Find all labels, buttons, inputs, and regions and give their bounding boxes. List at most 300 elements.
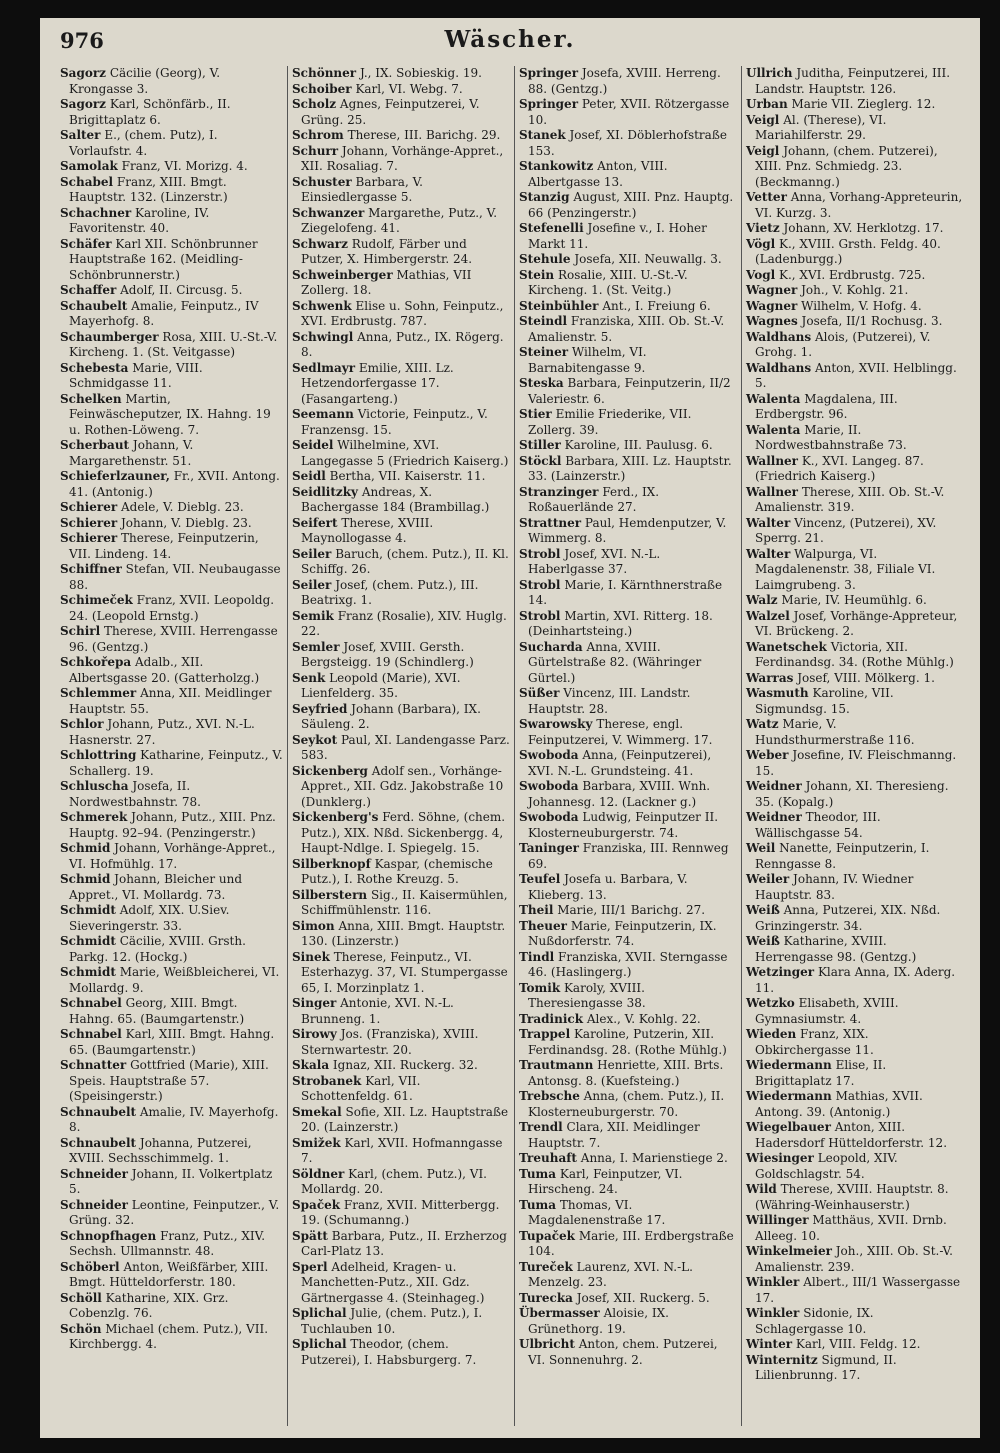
entry-surname: Springer bbox=[519, 97, 579, 111]
entry-surname: Swoboda bbox=[519, 810, 579, 824]
entry-details: Emilie Friederike, VII. Zollerg. 39. bbox=[528, 407, 692, 437]
directory-entry bbox=[746, 190, 964, 221]
directory-entry bbox=[519, 376, 737, 407]
entry-details: Mathias, VII Zollerg. 18. bbox=[301, 267, 472, 297]
directory-entry bbox=[60, 562, 283, 593]
entry-surname: Söldner bbox=[292, 1166, 345, 1181]
entry-details: Cäcilie (Georg), V. Krongasse 3. bbox=[69, 66, 221, 96]
entry-surname: Veigl bbox=[746, 112, 780, 127]
entry-surname: Schelken bbox=[60, 391, 122, 406]
entry-details: Johann, Putz., XVI. N.-L. Hasnerstr. 27. bbox=[69, 717, 255, 747]
directory-entry bbox=[292, 1167, 510, 1198]
entry-details: J., IX. Sobieskig. 19. bbox=[359, 66, 482, 80]
directory-entry bbox=[292, 407, 510, 438]
entry-details: Laurenz, XVI. N.-L. Menzelg. 23. bbox=[528, 1259, 693, 1289]
directory-entry bbox=[519, 454, 737, 485]
entry-surname: Schmerek bbox=[60, 810, 128, 824]
directory-entry bbox=[60, 1322, 283, 1353]
entry-details: Anna, XIII. Bmgt. Hauptstr. 130. (Linzerstr.) bbox=[301, 918, 506, 948]
entry-details: Victoria, XII. Ferdinandsg. 34. (Rothe Mühlg.) bbox=[755, 639, 954, 669]
directory-entry bbox=[292, 671, 510, 702]
entry-details: Therese, XVIII. Herrengasse 96. (Gentzg.) bbox=[69, 624, 278, 654]
directory-entry bbox=[746, 996, 964, 1027]
entry-details: Franz (Rosalie), XIV. Huglg. 22. bbox=[301, 608, 507, 638]
directory-entry bbox=[60, 934, 283, 965]
directory-entry bbox=[292, 609, 510, 640]
entry-details: Nanette, Feinputzerin, I. Renngasse 8. bbox=[755, 841, 930, 871]
directory-entry bbox=[60, 1058, 283, 1105]
entry-surname: Stankowitz bbox=[519, 159, 594, 173]
directory-entry bbox=[60, 159, 283, 175]
directory-entry bbox=[292, 469, 510, 485]
directory-entry bbox=[292, 485, 510, 516]
entry-details: Marie, I. Kärnthnerstraße 14. bbox=[528, 577, 723, 607]
entry-details: Josef, (chem. Putz.), III. Beatrixg. 1. bbox=[301, 577, 479, 607]
entry-details: Anna, (chem. Putz.), II. Klosterneuburgerstr. 70. bbox=[528, 1089, 725, 1119]
directory-entry bbox=[292, 1198, 510, 1229]
entry-details: Karl XII. Schönbrunner Hauptstraße 162. (Meidling-Schönbrunnerstr.) bbox=[69, 236, 258, 282]
directory-entry bbox=[60, 500, 283, 516]
entry-details: Franz, XIX. Obkirchergasse 11. bbox=[755, 1027, 874, 1057]
entry-details: Leopold, XIV. Goldschlagstr. 54. bbox=[755, 1151, 898, 1181]
entry-surname: Schiffner bbox=[60, 562, 122, 576]
entry-surname: Silberknopf bbox=[292, 856, 371, 871]
directory-entry bbox=[746, 97, 964, 113]
entry-surname: Scholz bbox=[292, 97, 337, 111]
entry-details: Karoline, VII. Sigmundsg. 15. bbox=[755, 686, 894, 716]
directory-entry bbox=[746, 392, 964, 423]
entry-details: Anton, Weißfärber, XIII. Bmgt. Hütteldorferstr. 180. bbox=[69, 1259, 269, 1289]
entry-surname: Sperl bbox=[292, 1259, 328, 1274]
directory-entry bbox=[60, 66, 283, 97]
entry-surname: Silberstern bbox=[292, 887, 368, 902]
entry-details: Elise u. Sohn, Feinputz., XVI. Erdbrustg. 787. bbox=[301, 298, 504, 328]
entry-surname: Swoboda bbox=[519, 748, 579, 762]
directory-entry bbox=[292, 764, 510, 811]
directory-entry bbox=[292, 82, 510, 98]
directory-entry bbox=[519, 190, 737, 221]
entry-details: Johann, (chem. Putzerei), XIII. Pnz. Schmiedg. 23. (Beckmanng.) bbox=[755, 143, 938, 189]
entry-surname: Walenta bbox=[746, 422, 801, 437]
entry-details: Karoly, XVIII. Theresiengasse 38. bbox=[528, 980, 646, 1010]
entry-surname: Tindl bbox=[519, 949, 555, 964]
directory-entry bbox=[746, 268, 964, 284]
entry-details: Therese, XIII. Ob. St.-V. Amalienstr. 319. bbox=[755, 484, 945, 514]
entry-surname: Wetzinger bbox=[746, 965, 815, 979]
entry-details: Aloisie, IX. Grünethorg. 19. bbox=[528, 1306, 669, 1336]
entry-surname: Schnopfhagen bbox=[60, 1228, 157, 1243]
directory-entry bbox=[292, 66, 510, 82]
entry-details: Ant., I. Freiung 6. bbox=[602, 298, 711, 313]
directory-entry bbox=[60, 516, 283, 532]
directory-entry bbox=[292, 1337, 510, 1368]
entry-surname: Theuer bbox=[519, 918, 567, 933]
entry-surname: Seyfried bbox=[292, 701, 348, 716]
entry-details: Leontine, Feinputzer., V. Grüng. 32. bbox=[69, 1197, 280, 1227]
directory-entry bbox=[519, 1306, 737, 1337]
directory-entry bbox=[746, 516, 964, 547]
entry-surname: Wild bbox=[746, 1182, 777, 1196]
entry-details: Elise, II. Brigittaplatz 17. bbox=[755, 1058, 887, 1088]
entry-surname: Schnatter bbox=[60, 1058, 127, 1072]
entry-details: Johann, IV. Wiedner Hauptstr. 83. bbox=[755, 872, 914, 902]
directory-entry bbox=[519, 438, 737, 454]
directory-entry bbox=[60, 237, 283, 284]
entry-surname: Theil bbox=[519, 903, 554, 917]
directory-entry bbox=[519, 578, 737, 609]
entry-details: Andreas, X. Bachergasse 184 (Brambillag.) bbox=[301, 484, 490, 514]
entry-details: Emilie, XIII. Lz. Hetzendorfergasse 17. (Fasangarteng.) bbox=[301, 360, 454, 406]
entry-surname: Stier bbox=[519, 407, 552, 421]
entry-surname: Tupaček bbox=[519, 1228, 575, 1243]
directory-entry bbox=[746, 237, 964, 268]
directory-entry bbox=[292, 547, 510, 578]
entry-details: Josefine v., I. Hoher Markt 11. bbox=[528, 221, 707, 251]
entry-surname: Walzel bbox=[746, 608, 790, 623]
entry-surname: Strobl bbox=[519, 608, 561, 623]
entry-details: Wilhelm, VI. Barnabitengasse 9. bbox=[528, 345, 647, 375]
entry-surname: Schoiber bbox=[292, 81, 352, 96]
entry-surname: Seemann bbox=[292, 407, 354, 421]
directory-entry bbox=[519, 407, 737, 438]
entry-surname: Strobl bbox=[519, 577, 561, 592]
entry-details: Anton, VIII. Albertgasse 13. bbox=[528, 159, 668, 189]
entry-details: Margarethe, Putz., V. Ziegelofeng. 41. bbox=[301, 205, 498, 235]
entry-surname: Seidl bbox=[292, 469, 326, 483]
entry-details: Klara Anna, IX. Aderg. 11. bbox=[755, 965, 956, 995]
directory-entry bbox=[519, 1260, 737, 1291]
directory-entry bbox=[60, 361, 283, 392]
entry-details: Karl, XVII. Hofmanngasse 7. bbox=[301, 1135, 503, 1165]
entry-surname: Ulbricht bbox=[519, 1337, 575, 1351]
entry-surname: Wagner bbox=[746, 283, 798, 297]
entry-surname: Wasmuth bbox=[746, 686, 809, 700]
entry-surname: Schkořepa bbox=[60, 655, 132, 669]
entry-surname: Stöckl bbox=[519, 453, 562, 468]
entry-surname: Tomik bbox=[519, 980, 561, 995]
column-1 bbox=[60, 66, 287, 1426]
entry-details: Franz, XIII. Bmgt. Hauptstr. 132. (Linzerstr.) bbox=[69, 174, 228, 204]
entry-details: Al. (Therese), VI. Mariahilferstr. 29. bbox=[755, 112, 887, 142]
entry-surname: Stefenelli bbox=[519, 221, 584, 235]
entry-details: Anton, chem. Putzerei, VI. Sonnenuhrg. 2. bbox=[528, 1337, 718, 1367]
entry-details: Franz, XVII. Leopoldg. 24. (Leopold Ernstg.) bbox=[69, 593, 275, 623]
directory-entry bbox=[519, 779, 737, 810]
directory-entry bbox=[292, 206, 510, 237]
entry-details: Anton, XVII. Helblingg. 5. bbox=[755, 360, 957, 390]
entry-details: Johann, XV. Herklotzg. 17. bbox=[783, 221, 944, 235]
entry-details: Rudolf, Färber und Putzer, X. Himbergerstr. 24. bbox=[301, 236, 473, 266]
entry-details: Anna, I. Marienstiege 2. bbox=[580, 1151, 728, 1165]
entry-details: Marie, IV. Heumühlg. 6. bbox=[781, 593, 927, 607]
entry-surname: Veigl bbox=[746, 143, 780, 158]
entry-surname: Schmid bbox=[60, 872, 111, 886]
entry-details: Anna, XII. Meidlinger Hauptstr. 55. bbox=[69, 686, 272, 716]
entry-surname: Schneider bbox=[60, 1197, 128, 1212]
directory-entry bbox=[746, 1120, 964, 1151]
directory-entry bbox=[746, 283, 964, 299]
directory-entry bbox=[519, 686, 737, 717]
directory-entry bbox=[519, 128, 737, 159]
entry-details: Therese, III. Barichg. 29. bbox=[347, 128, 501, 142]
entry-details: Joh., V. Kohlg. 21. bbox=[801, 283, 909, 297]
entry-surname: Strattner bbox=[519, 515, 582, 530]
entry-surname: Salter bbox=[60, 128, 101, 142]
entry-surname: Seykot bbox=[292, 732, 338, 747]
entry-surname: Teufel bbox=[519, 872, 561, 886]
directory-entry bbox=[519, 841, 737, 872]
directory-entry bbox=[60, 624, 283, 655]
directory-entry bbox=[519, 950, 737, 981]
directory-entry bbox=[292, 950, 510, 997]
entry-details: Johann, Vorhänge-Appret., XII. Rosaliag. 7. bbox=[301, 143, 504, 173]
entry-details: Barbara, Feinputzerin, II/2 Valeriestr. 6. bbox=[528, 376, 731, 406]
directory-entry bbox=[60, 965, 283, 996]
directory-entry bbox=[519, 748, 737, 779]
directory-entry bbox=[746, 1213, 964, 1244]
entry-details: Josefa u. Barbara, V. Klieberg. 13. bbox=[528, 872, 688, 902]
entry-surname: Semler bbox=[292, 639, 340, 654]
entry-surname: Winkler bbox=[746, 1275, 800, 1289]
entry-details: Sigmund, II. Lilienbrunng. 17. bbox=[755, 1352, 897, 1382]
entry-details: Anna, Vorhang-Appreteurin, VI. Kurzg. 3. bbox=[755, 190, 963, 220]
directory-entry bbox=[746, 779, 964, 810]
entry-surname: Schöll bbox=[60, 1290, 102, 1305]
entry-details: Amalie, Feinputz., IV Mayerhofg. 8. bbox=[69, 298, 259, 328]
entry-surname: Samolak bbox=[60, 159, 118, 173]
directory-entry bbox=[60, 1291, 283, 1322]
entry-surname: Schön bbox=[60, 1321, 102, 1336]
entry-surname: Sedlmayr bbox=[292, 360, 356, 375]
directory-entry bbox=[60, 717, 283, 748]
directory-entry bbox=[746, 485, 964, 516]
entry-details: Josef, XI. Döblerhofstraße 153. bbox=[528, 128, 727, 158]
entry-details: Leopold (Marie), XVI. Lienfelderg. 35. bbox=[301, 670, 461, 700]
entry-surname: Walz bbox=[746, 593, 778, 607]
directory-entry bbox=[519, 1151, 737, 1167]
entry-details: Karoline, Putzerin, XII. Ferdinandsg. 28. (Rothe Mühlg.) bbox=[528, 1027, 727, 1057]
entry-surname: Walter bbox=[746, 546, 791, 561]
entry-surname: Tureček bbox=[519, 1259, 573, 1274]
directory-entry bbox=[292, 1306, 510, 1337]
directory-entry bbox=[746, 609, 964, 640]
directory-entry bbox=[519, 547, 737, 578]
entry-surname: Schlemmer bbox=[60, 686, 137, 700]
directory-entry bbox=[292, 128, 510, 144]
directory-entry bbox=[519, 159, 737, 190]
directory-entry bbox=[60, 128, 283, 159]
directory-entry bbox=[292, 237, 510, 268]
entry-surname: Turecka bbox=[519, 1290, 573, 1305]
entry-details: Therese, Feinputzerin, VII. Lindeng. 14. bbox=[69, 531, 259, 561]
entry-surname: Splichal bbox=[292, 1306, 347, 1320]
directory-entry bbox=[746, 221, 964, 237]
entry-surname: Schrom bbox=[292, 128, 344, 142]
entry-surname: Sickenberg bbox=[292, 763, 368, 778]
entry-details: Therese, Feinputz., VI. Esterhazyg. 37, VI. Stumpergasse 65, I. Morzinplatz 1. bbox=[301, 949, 508, 995]
entry-details: Franz, XVII. Mitterbergg. 19. (Schumanng.) bbox=[301, 1197, 500, 1227]
entry-surname: Swarowsky bbox=[519, 717, 593, 731]
entry-surname: Seiler bbox=[292, 577, 332, 592]
directory-entry bbox=[519, 516, 737, 547]
entry-details: Johann, V. Dieblg. 23. bbox=[121, 515, 252, 530]
entry-surname: Simon bbox=[292, 918, 335, 933]
directory-entry bbox=[519, 717, 737, 748]
entry-surname: Schierer bbox=[60, 531, 118, 545]
entry-details: Franziska, XIII. Ob. St.-V. Amalienstr. 5. bbox=[528, 314, 725, 344]
directory-entry bbox=[292, 1260, 510, 1307]
directory-entry bbox=[292, 919, 510, 950]
entry-details: Gottfried (Marie), XIII. Speis. Hauptstraße 57. (Speisingerstr.) bbox=[69, 1058, 269, 1103]
entry-surname: Trappel bbox=[519, 1027, 571, 1041]
entry-details: Adele, V. Dieblg. 23. bbox=[121, 500, 244, 514]
directory-entry bbox=[519, 1089, 737, 1120]
entry-surname: Schieferlzauner, bbox=[60, 469, 170, 483]
entry-details: Therese, XVIII. Hauptstr. 8. (Währing-Weinhauserstr.) bbox=[755, 1182, 949, 1212]
directory-entry bbox=[519, 299, 737, 315]
entry-surname: Stanzig bbox=[519, 190, 570, 204]
directory-entry bbox=[292, 1105, 510, 1136]
entry-details: Adolf, XIX. U.Siev. Sieveringerstr. 33. bbox=[69, 903, 230, 933]
directory-entry bbox=[746, 872, 964, 903]
entry-details: Ludwig, Feinputzer II. Klosterneuburgerstr. 74. bbox=[528, 810, 719, 840]
entry-details: Karl, VI. Webg. 7. bbox=[355, 81, 463, 96]
entry-surname: Wieden bbox=[746, 1027, 797, 1041]
entry-details: Julie, (chem. Putz.), I. Tuchlauben 10. bbox=[301, 1306, 483, 1336]
entry-details: Franziska, XVII. Sterngasse 46. (Haslingerg.) bbox=[528, 949, 728, 979]
entry-surname: Schwanzer bbox=[292, 205, 365, 220]
entry-details: Anna, XVIII. Gürtelstraße 82. (Währinger Gürtel.) bbox=[528, 639, 702, 685]
directory-entry bbox=[60, 810, 283, 841]
entry-surname: Seidel bbox=[292, 438, 334, 452]
directory-entry bbox=[746, 299, 964, 315]
entry-surname: Senk bbox=[292, 670, 326, 685]
entry-surname: Weber bbox=[746, 748, 789, 762]
directory-entry bbox=[292, 144, 510, 175]
directory-entry bbox=[60, 1105, 283, 1136]
entry-surname: Treuhaft bbox=[519, 1151, 577, 1165]
column-2 bbox=[287, 66, 514, 1426]
directory-entry bbox=[60, 438, 283, 469]
entry-surname: Urban bbox=[746, 97, 788, 111]
entry-surname: Winkler bbox=[746, 1306, 800, 1320]
directory-entry bbox=[60, 686, 283, 717]
entry-surname: Seifert bbox=[292, 515, 338, 530]
entry-details: Walpurga, VI. Magdalenenstr. 38, Filiale VI. Laimgrubeng. 3. bbox=[755, 546, 936, 592]
entry-surname: Spaček bbox=[292, 1197, 341, 1212]
entry-details: Josefa, XII. Neuwallg. 3. bbox=[574, 252, 722, 266]
entry-surname: Seidlitzky bbox=[292, 484, 359, 499]
entry-details: Adolf, II. Circusg. 5. bbox=[120, 283, 243, 297]
directory-entry bbox=[519, 1337, 737, 1368]
entry-surname: Schweinberger bbox=[292, 267, 393, 282]
directory-entry bbox=[60, 1136, 283, 1167]
directory-entry bbox=[292, 1027, 510, 1058]
entry-surname: Schöberl bbox=[60, 1259, 120, 1274]
directory-page bbox=[40, 18, 980, 1438]
entry-details: Josefa, II. Nordwestbahnstr. 78. bbox=[69, 779, 201, 809]
entry-surname: Schaubelt bbox=[60, 298, 128, 313]
entry-details: Karl, Schönfärb., II. Brigittaplatz 6. bbox=[69, 97, 231, 127]
directory-entry bbox=[519, 903, 737, 919]
entry-surname: Swoboda bbox=[519, 779, 579, 793]
entry-details: K., XVI. Langeg. 87. (Friedrich Kaiserg.) bbox=[755, 453, 924, 483]
directory-entry bbox=[60, 1167, 283, 1198]
directory-entry bbox=[746, 547, 964, 594]
directory-entry bbox=[519, 485, 737, 516]
entry-details: Marie, Weißbleicherei, VI. Mollardg. 9. bbox=[69, 965, 280, 995]
entry-details: Barbara, XVIII. Wnh. Johannesg. 12. (Lackner g.) bbox=[528, 779, 711, 809]
entry-surname: Schäfer bbox=[60, 236, 112, 251]
directory-entry bbox=[292, 1058, 510, 1074]
directory-entry bbox=[60, 1229, 283, 1260]
directory-entry bbox=[519, 268, 737, 299]
directory-entry bbox=[746, 1353, 964, 1384]
directory-entry bbox=[746, 1058, 964, 1089]
entry-surname: Wallner bbox=[746, 484, 799, 499]
entry-surname: Smekal bbox=[292, 1104, 342, 1119]
directory-entry bbox=[60, 655, 283, 686]
column-3 bbox=[514, 66, 741, 1426]
directory-entry bbox=[292, 97, 510, 128]
entry-surname: Vögl bbox=[746, 236, 776, 251]
entry-surname: Weil bbox=[746, 841, 776, 855]
directory-entry bbox=[746, 748, 964, 779]
directory-entry bbox=[746, 113, 964, 144]
directory-entry bbox=[60, 1198, 283, 1229]
directory-entry bbox=[519, 810, 737, 841]
directory-entry bbox=[60, 299, 283, 330]
entry-surname: Schurr bbox=[292, 143, 339, 158]
directory-entry bbox=[60, 1260, 283, 1291]
entry-surname: Weiler bbox=[746, 872, 790, 886]
directory-entry bbox=[60, 206, 283, 237]
entry-details: Johann, Vorhänge-Appret., VI. Hofmühlg. 17. bbox=[69, 841, 276, 871]
entry-details: Mathias, XVII. Antong. 39. (Antonig.) bbox=[755, 1089, 923, 1119]
entry-surname: Schimeček bbox=[60, 593, 133, 607]
entry-surname: Semik bbox=[292, 608, 334, 623]
entry-details: Clara, XII. Meidlinger Hauptstr. 7. bbox=[528, 1120, 700, 1150]
entry-surname: Schlor bbox=[60, 717, 104, 731]
directory-entry bbox=[60, 593, 283, 624]
directory-entry bbox=[746, 144, 964, 191]
entry-details: Wilhelmine, XVI. Langegasse 5 (Friedrich Kaiserg.) bbox=[301, 438, 509, 468]
entry-surname: Ullrich bbox=[746, 66, 793, 80]
entry-surname: Tuma bbox=[519, 1197, 557, 1212]
entry-details: Anna, (Feinputzerei), XVI. N.-L. Grundsteing. 41. bbox=[528, 748, 712, 778]
entry-surname: Sickenberg's bbox=[292, 810, 379, 824]
directory-entry bbox=[746, 1306, 964, 1337]
entry-details: Franz, VI. Morizg. 4. bbox=[121, 159, 248, 173]
entry-details: Thomas, VI. Magdalenenstraße 17. bbox=[528, 1197, 666, 1227]
directory-entry bbox=[519, 872, 737, 903]
directory-entry bbox=[292, 438, 510, 469]
directory-entry bbox=[60, 748, 283, 779]
entry-details: Vincenz, (Putzerei), XV. Sperrg. 21. bbox=[755, 515, 937, 545]
directory-entry bbox=[746, 593, 964, 609]
entry-details: Marie, V. Hundsthurmerstraße 116. bbox=[755, 717, 915, 747]
entry-details: K., XVIII. Grsth. Feldg. 40. (Ladenburgg.) bbox=[755, 236, 941, 266]
entry-surname: Skala bbox=[292, 1058, 330, 1072]
entry-details: Marie, Feinputzerin, IX. Nußdorferstr. 74. bbox=[528, 918, 717, 948]
entry-details: Josef, XVI. N.-L. Haberlgasse 37. bbox=[528, 546, 661, 576]
directory-entry bbox=[60, 283, 283, 299]
directory-entry bbox=[519, 1198, 737, 1229]
entry-details: Ferd. Söhne, (chem. Putz.), XIX. Nßd. Sickenbergg. 4, Haupt-Ndlge. I. Spiegelg. 15. bbox=[301, 810, 506, 855]
entry-surname: Weidner bbox=[746, 779, 802, 793]
entry-surname: Wallner bbox=[746, 453, 799, 468]
entry-details: Johann (Barbara), IX. Säuleng. 2. bbox=[301, 701, 481, 731]
